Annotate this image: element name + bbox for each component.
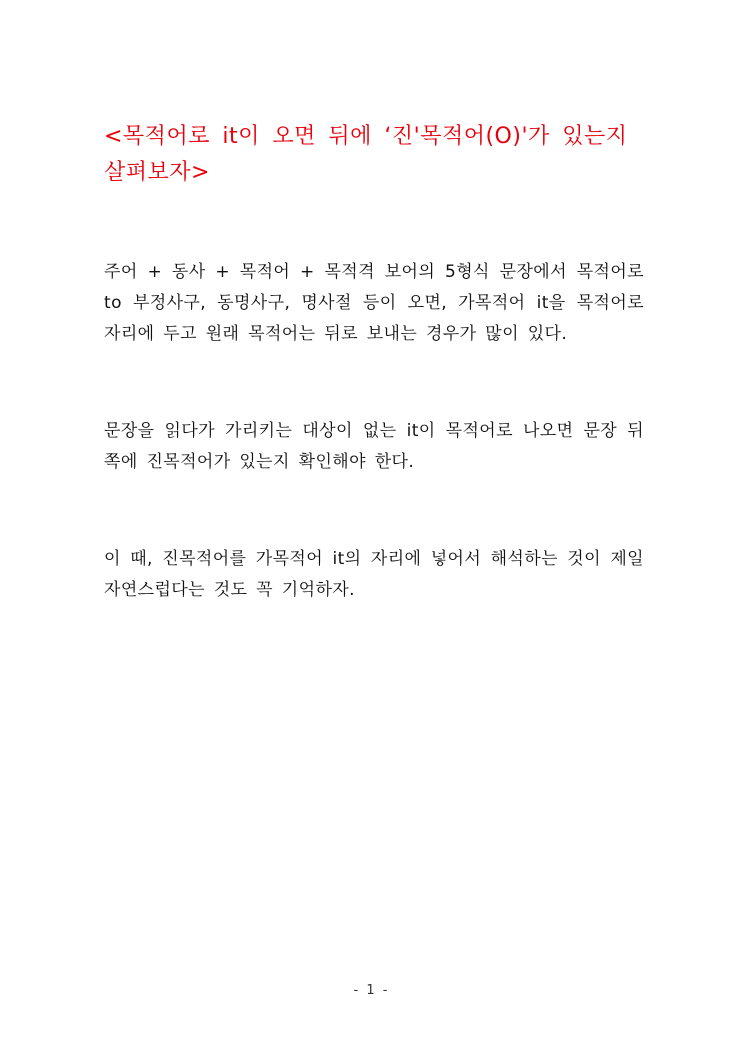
- paragraph-check-real-object: 문장을 읽다가 가리키는 대상이 없는 it이 목적어로 나오면 문장 뒤쪽에 진목적어가 있는지 확인해야 한다.: [104, 421, 644, 472]
- paragraph-interpretation-tip: 이 때, 진목적어를 가목적어 it의 자리에 넣어서 해석하는 것이 제일 자연스럽다는 것도 꼭 기억하자.: [104, 549, 644, 600]
- document-title: <목적어로 it이 오면 뒤에 ‘진'목적어(O)'가 있는지 살펴보자>: [104, 124, 628, 185]
- page-number: - 1 -: [353, 983, 390, 998]
- paragraph-five-pattern-sentence: 주어 + 동사 + 목적어 + 목적격 보어의 5형식 문장에서 목적어로 to 부정사구, 동명사구, 명사절 등이 오면, 가목적어 it을 목적어로 자리에 두고 원래 목적어는 뒤로 보내는 경우가 많이 있다.: [104, 262, 644, 344]
